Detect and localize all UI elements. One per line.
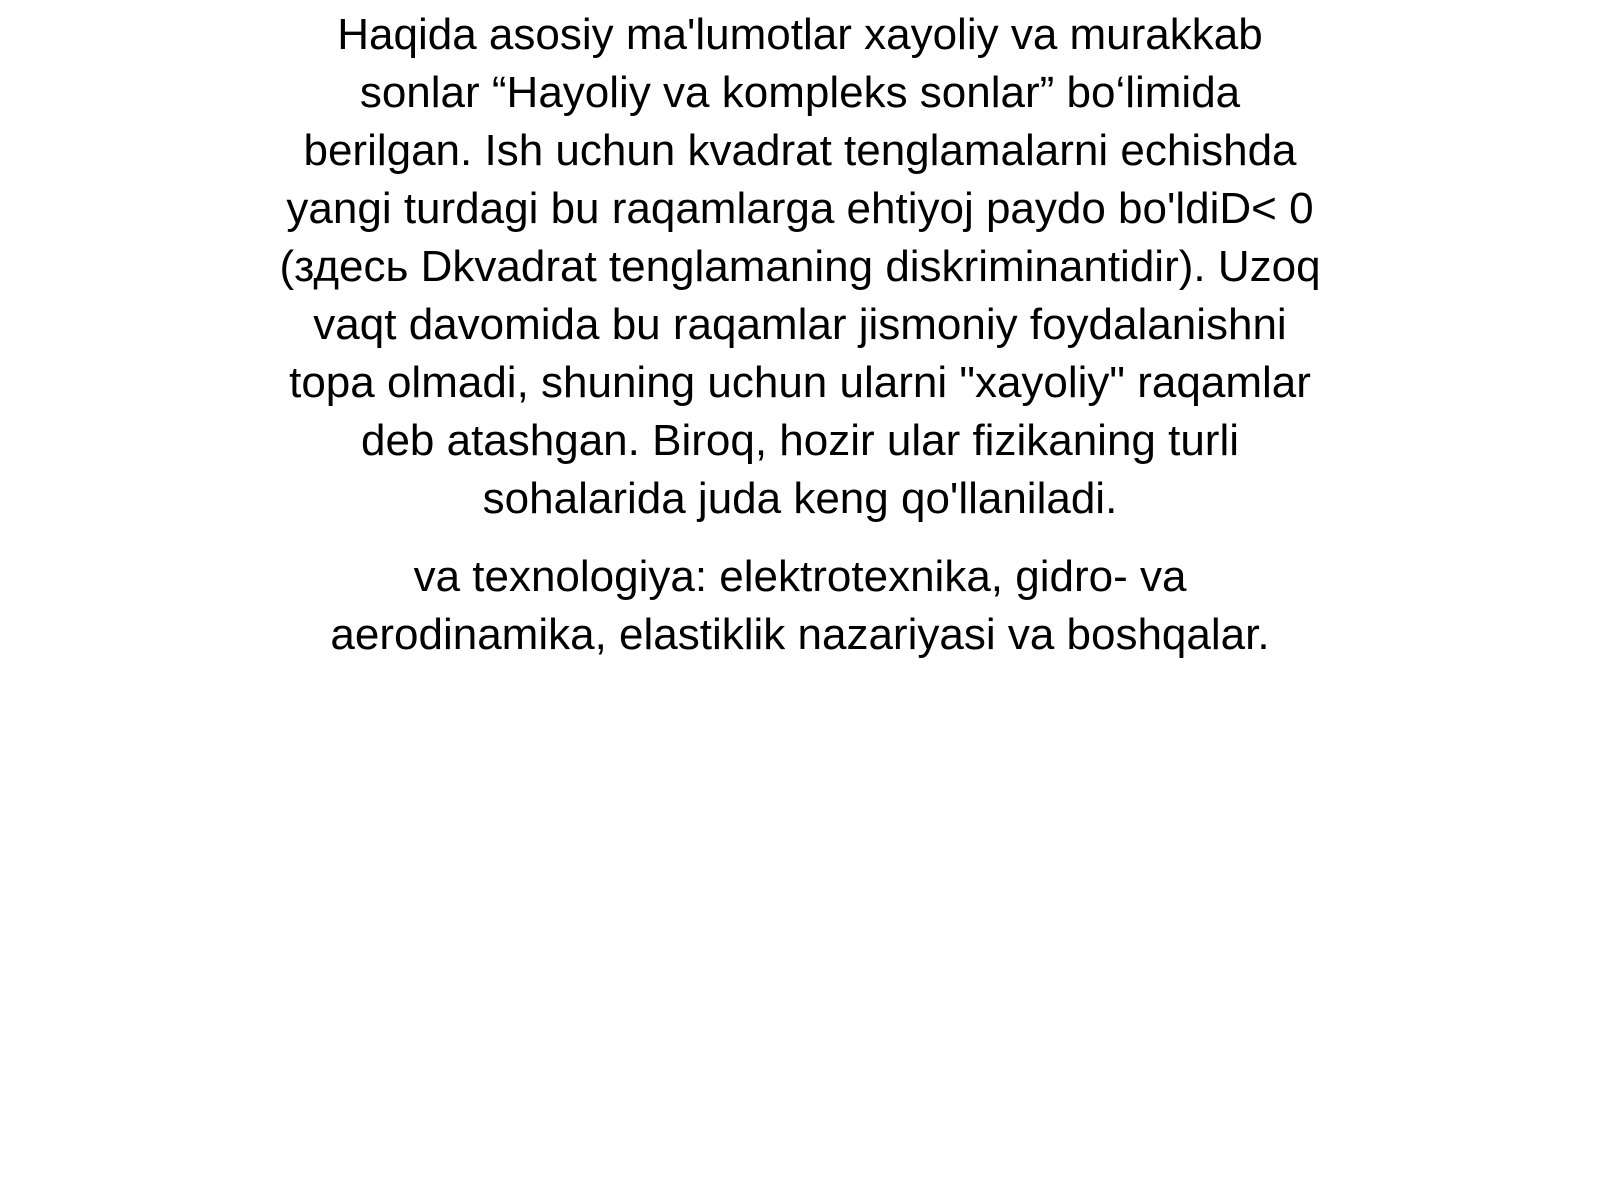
text-line: aerodinamika, elastiklik nazariyasi va boshqalar. [330, 610, 1270, 659]
text-line: topa olmadi, shuning uchun ularni "xayoliy" raqamlar [289, 358, 1311, 407]
text-line: sohalarida juda keng qo'llaniladi. [482, 474, 1118, 523]
text-line: vaqt davomida bu raqamlar jismoniy foydalanishni [313, 300, 1287, 349]
text-line: (здесь Dkvadrat tenglamaning diskriminantidir). Uzoq [279, 242, 1321, 291]
text-line: berilgan. Ish uchun kvadrat tenglamalarni echishda [303, 126, 1297, 175]
text-line: Haqida asosiy ma'lumotlar xayoliy va murakkab [337, 10, 1263, 59]
paragraph-2 [200, 548, 1400, 664]
slide-text-body [200, 6, 1400, 684]
text-line: va texnologiya: elektrotexnika, gidro- va [413, 552, 1187, 601]
text-line: deb atashgan. Biroq, hozir ular fizikaning turli [360, 416, 1240, 465]
text-line: yangi turdagi bu raqamlarga ehtiyoj paydo bo'ldiD< 0 [286, 184, 1314, 233]
paragraph-1 [200, 6, 1400, 528]
text-line: sonlar “Hayoliy va kompleks sonlar” bo‘limida [359, 68, 1241, 117]
